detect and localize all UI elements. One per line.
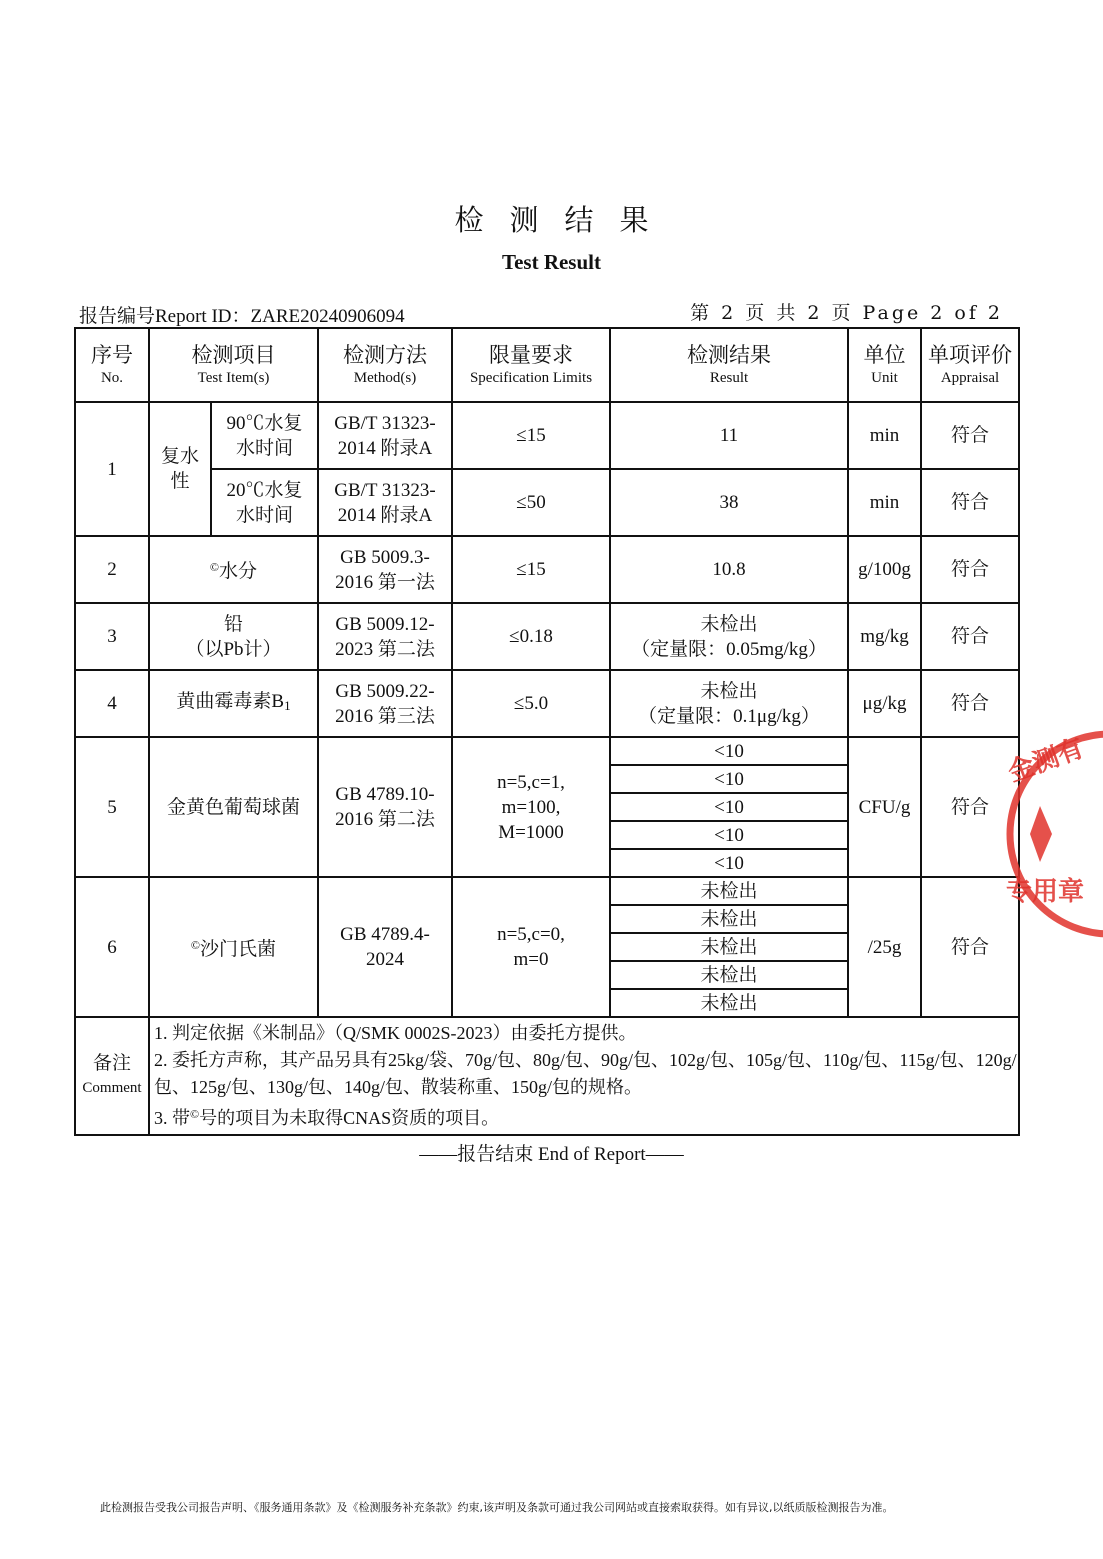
row-no: 2 [75, 536, 149, 603]
row-result-sample: 未检出 [610, 905, 848, 933]
svg-text:专用章: 专用章 [1006, 877, 1085, 907]
row-unit: min [848, 402, 921, 469]
row-appraisal: 符合 [921, 877, 1019, 1017]
row-appraisal: 符合 [921, 737, 1019, 877]
row-method: GB 5009.22-2016 第三法 [318, 670, 452, 737]
header-row [75, 328, 1019, 402]
row-result-sample: <10 [610, 765, 848, 793]
row-result: 10.8 [610, 536, 848, 603]
row-result: 未检出 （定量限：0.05mg/kg） [610, 603, 848, 670]
footer-disclaimer: 此检测报告受我公司报告声明、《服务通用条款》及《检测服务补充条款》约束,该声明及条款可通过我公司网站或直接索取获得。如有异议,以纸质版检测报告为准。 [100, 1501, 894, 1514]
no-cnas-mark: © [190, 937, 201, 952]
table-row [75, 402, 1019, 469]
header-item: 检测项目 Test Item(s) [149, 328, 318, 402]
comment-text [149, 1017, 1019, 1135]
comment-line-1: 1. 判定依据《米制品》（Q/SMK 0002S-2023）由委托方提供。 [154, 1023, 637, 1043]
row-unit: /25g [848, 877, 921, 1017]
table-row [75, 469, 1019, 536]
row-appraisal: 符合 [921, 402, 1019, 469]
header-unit: 单位 Unit [848, 328, 921, 402]
row-limit: ≤15 [452, 402, 610, 469]
row-result-sample: 未检出 [610, 877, 848, 905]
row-method: GB/T 31323-2014 附录A [318, 469, 452, 536]
header-method: 检测方法 Method(s) [318, 328, 452, 402]
row-no: 6 [75, 877, 149, 1017]
row-result-sample: <10 [610, 793, 848, 821]
row-appraisal: 符合 [921, 670, 1019, 737]
row-item: ©沙门氏菌 [149, 877, 318, 1017]
row-limit: ≤0.18 [452, 603, 610, 670]
report-id: 报告编号Report ID：ZARE20240906094 [79, 306, 405, 327]
result-table [74, 327, 1020, 1136]
row-item: 黄曲霉毒素$B_1$ [149, 670, 318, 737]
row-no: 1 [75, 402, 149, 536]
end-of-report: ——报告结束 End of Report—— [419, 1144, 684, 1165]
row-item: 20℃水复水时间 [211, 469, 318, 536]
row-limit: n=5,c=0, m=0 [452, 877, 610, 1017]
row-appraisal: 符合 [921, 603, 1019, 670]
table-row [75, 536, 1019, 603]
header-appraisal: 单项评价 Appraisal [921, 328, 1019, 402]
company-seal-stamp [1000, 728, 1088, 940]
page-title-cn: 检测结果 [454, 203, 675, 237]
row-unit: μg/kg [848, 670, 921, 737]
svg-text:金测有: 金测有 [1004, 733, 1088, 789]
row-limit: ≤15 [452, 536, 610, 603]
row-no: 3 [75, 603, 149, 670]
row-result: 38 [610, 469, 848, 536]
row-method: GB 5009.12-2023 第二法 [318, 603, 452, 670]
row-result: 未检出 （定量限：0.1μg/kg） [610, 670, 848, 737]
row-result-sample: 未检出 [610, 989, 848, 1017]
row-item: ©水分 [149, 536, 318, 603]
row-appraisal: 符合 [921, 469, 1019, 536]
row-result-sample: <10 [610, 737, 848, 765]
no-cnas-mark: © [209, 560, 220, 574]
table-row [75, 670, 1019, 737]
row-result: 11 [610, 402, 848, 469]
row-no: 4 [75, 670, 149, 737]
row-method: GB 4789.4-2024 [318, 877, 452, 1017]
comment-line-2: 2. 委托方声称，其产品另具有25kg/袋、70g/包、80g/包、90g/包、102g/包、105g/包、110g/包、115g/包、120g/包、125g/包、130g/包、140g/包、散装称重、150g/包的规格。 [154, 1050, 1017, 1097]
row-unit: g/100g [848, 536, 921, 603]
row-item: 金黄色葡萄球菌 [149, 737, 318, 877]
row-result-sample: <10 [610, 821, 848, 849]
row-result-sample: 未检出 [610, 933, 848, 961]
row-method: GB/T 31323-2014 附录A [318, 402, 452, 469]
row-item: 铅 （以Pb计） [149, 603, 318, 670]
row-limit: ≤5.0 [452, 670, 610, 737]
row-item: 90℃水复水时间 [211, 402, 318, 469]
row-group-item: 复水性 [149, 402, 211, 536]
row-appraisal: 符合 [921, 536, 1019, 603]
row-unit: CFU/g [848, 737, 921, 877]
header-limit: 限量要求 Specification Limits [452, 328, 610, 402]
row-unit: mg/kg [848, 603, 921, 670]
comment-label: 备注 Comment [75, 1017, 149, 1135]
row-method: GB 5009.3-2016 第一法 [318, 536, 452, 603]
row-method: GB 4789.10-2016 第二法 [318, 737, 452, 877]
table-row [75, 603, 1019, 670]
table-row [75, 737, 1019, 765]
row-unit: min [848, 469, 921, 536]
page-title-en: Test Result [502, 250, 601, 274]
row-result-sample: 未检出 [610, 961, 848, 989]
row-limit: n=5,c=1, m=100, M=1000 [452, 737, 610, 877]
row-no: 5 [75, 737, 149, 877]
row-result-sample: <10 [610, 849, 848, 877]
row-limit: ≤50 [452, 469, 610, 536]
comment-line-3: 3. 带©号的项目为未取得CNAS资质的项目。 [154, 1107, 500, 1128]
page-number: 第 2 页 共 2 页 Page 2 of 2 [690, 302, 1003, 324]
header-result: 检测结果 Result [610, 328, 848, 402]
comment-row [75, 1017, 1019, 1135]
header-no: 序号 No. [75, 328, 149, 402]
table-row [75, 877, 1019, 905]
